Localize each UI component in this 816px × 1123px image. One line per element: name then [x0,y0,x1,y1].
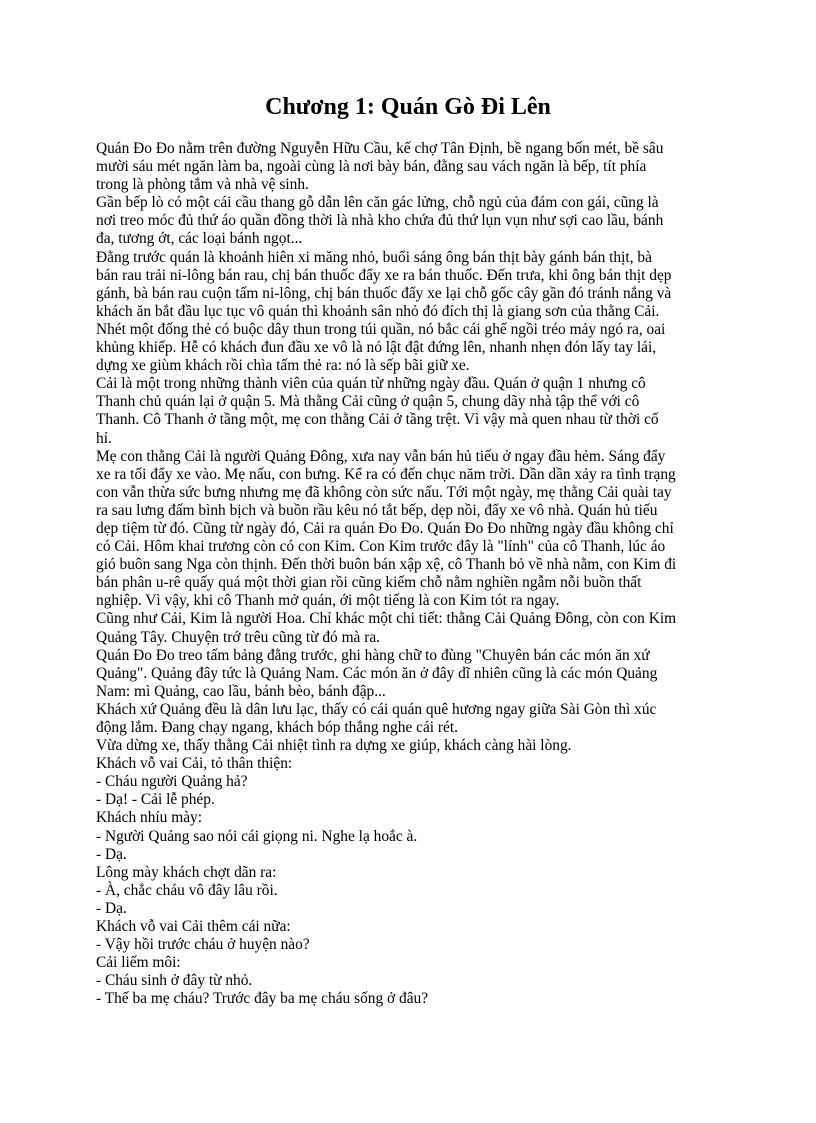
text-line: mười sáu mét ngăn làm ba, ngoài cùng là nơi bày bán, đằng sau vách ngăn là bếp, tít phía [96,158,647,176]
text-line: Khách xứ Quảng đều là dân lưu lạc, thấy có cái quán quê hương ngay giữa Sài Gòn thì xúc [96,700,657,718]
text-line: Đằng trước quán là khoảnh hiên xi măng nhỏ, buổi sáng ông bán thịt bày gánh bán thịt, bà [96,248,652,266]
text-line: đa, tương ớt, các loại bánh ngọt... [96,230,303,248]
chapter-title: Chương 1: Quán Gò Đi Lên [265,94,551,120]
text-line: xe ra tối đẩy xe vào. Mẹ nấu, con bưng. Kể ra có đến chục năm trời. Dần dần xảy ra tình trạng [96,465,676,483]
text-line: Quán Đo Đo nằm trên đường Nguyễn Hữu Cầu, kế chợ Tân Định, bề ngang bốn mét, bề sâu [96,140,664,157]
text-line: Lông mày khách chợt dãn ra: [96,863,277,881]
text-line: Cũng như Cải, Kim là người Hoa. Chỉ khác một chi tiết: thằng Cải Quảng Đông, còn con Kim [96,610,677,628]
text-line: bán phân u-rê quấy quá một thời gian rồi cũng kiếm chỗ nằm nghiền ngẫm nỗi buồn thất [96,574,642,592]
text-line: khủng khiếp. Hễ có khách đun đầu xe vô là nó lật đật đứng lên, nhanh nhẹn đón lấy tay lái, [96,339,657,357]
text-line: Khách vỗ vai Cải thêm cái nữa: [96,918,291,936]
text-line: hỉ. [96,429,112,447]
text-line: - Dạ. [96,899,127,917]
text-line: - Cháu sinh ở đây từ nhỏ. [96,972,253,990]
text-line: Cải liếm môi: [96,954,181,972]
text-line: - Vậy hồi trước cháu ở huyện nào? [96,936,310,954]
text-line: trong là phòng tắm và nhà vệ sinh. [96,176,309,194]
text-line: có Cải. Hôm khai trương còn có con Kim. Con Kim trước đây là "lính" của cô Thanh, lúc áo [96,538,666,556]
text-line: Thanh. Cô Thanh ở tầng một, mẹ con thằng Cải ở tầng trệt. Vì vậy mà quen nhau từ thời cố [96,411,659,429]
text-line: Cải là một trong những thành viên của quán từ những ngày đầu. Quán ở quận 1 nhưng cô [96,375,646,393]
text-line: Nam: mì Quảng, cao lầu, bánh bèo, bánh đập... [96,682,386,700]
text-line: Vừa dừng xe, thấy thằng Cải nhiệt tình ra dựng xe giúp, khách càng hài lòng. [96,737,572,755]
text-line: dựng xe giùm khách rồi chìa tấm thẻ ra: nó là sếp bãi giữ xe. [96,357,470,375]
chapter-body [96,140,736,1009]
text-line: Nhét một đống thẻ có buộc dây thun trong túi quần, nó bắc cái ghế ngồi tréo mảy ngó ra, oai [96,320,666,338]
text-line: Quán Đo Đo treo tấm bảng đằng trước, ghi hàng chữ to đùng "Chuyên bán các món ăn xứ [96,646,650,664]
text-line: Quảng". Quảng đây tức là Quảng Nam. Các món ăn ở đây dĩ nhiên cũng là các món Quảng [96,664,658,682]
text-line: Quảng Tây. Chuyện trớ trêu cũng từ đó mà ra. [96,628,381,646]
text-line: Khách nhíu mày: [96,809,202,827]
text-line: động lắm. Đang chạy ngang, khách bóp thắng nghe cái rét. [96,719,458,736]
text-line: Thanh chủ quán lại ở quận 5. Mà thằng Cải cũng ở quận 5, chung dãy nhà tập thể với cô [96,393,640,411]
text-line: - À, chắc cháu vô đây lâu rồi. [96,881,278,899]
text-line: Mẹ con thằng Cải là người Quảng Đông, xưa nay vẫn bán hủ tiếu ở ngay đầu hẻm. Sáng đẩy [96,447,666,465]
text-line: khách ăn bắt đầu lục tục vô quán thì khoảnh sân nhỏ đó đích thị là giang sơn của thằng Cải. [96,302,660,320]
text-line: ra sau lưng đấm bình bịch và buồn rầu kêu nó tắt bếp, dẹp nồi, đẩy xe vô nhà. Quán hủ tiếu [96,501,658,519]
text-line: nơi treo móc đủ thứ áo quần đồng thời là nhà kho chứa đủ thứ lụn vụn như sợi cao lầu, bánh [96,212,664,230]
text-line: - Người Quảng sao nói cái giọng ni. Nghe lạ hoắc à. [96,827,418,845]
text-line: - Cháu người Quảng hả? [96,773,248,791]
text-line: gánh, bà bán rau cuộn tấm ni-lông, chị bán thuốc đẩy xe lại chỗ gốc cây gần đó tránh nắng và [96,284,672,302]
text-line: - Dạ. [96,845,127,863]
text-line: Khách vỗ vai Cải, tỏ thân thiện: [96,755,293,773]
text-line: - Dạ! - Cải lễ phép. [96,791,215,809]
text-line: nghiệp. Vì vậy, khi cô Thanh mở quán, ới một tiếng là con Kim tót ra ngay. [96,592,560,610]
text-line: con vẫn thừa sức bưng nhưng mẹ đã không còn sức nấu. Tới một ngày, mẹ thằng Cải quài tay [96,483,672,501]
text-line: dẹp tiệm từ đó. Cũng từ ngày đó, Cải ra quán Đo Đo. Quán Đo Đo những ngày đầu không chỉ [96,519,674,537]
text-line: bán rau trải ni-lông bán rau, chị bán thuốc đẩy xe ra bán thuốc. Đến trưa, khi ông bán thịt dẹp [96,266,672,284]
text-line: - Thế ba mẹ cháu? Trước đây ba mẹ cháu sống ở đâu? [96,990,429,1008]
text-line: gió buôn sang Nga còn thịnh. Đến thời buôn bán xập xệ, cô Thanh bỏ về nhà nằm, con Kim đi [96,556,677,574]
text-line: Gần bếp lò có một cái cầu thang gỗ dẫn lên căn gác lửng, chỗ ngủ của đám con gái, cũng là [96,194,659,212]
